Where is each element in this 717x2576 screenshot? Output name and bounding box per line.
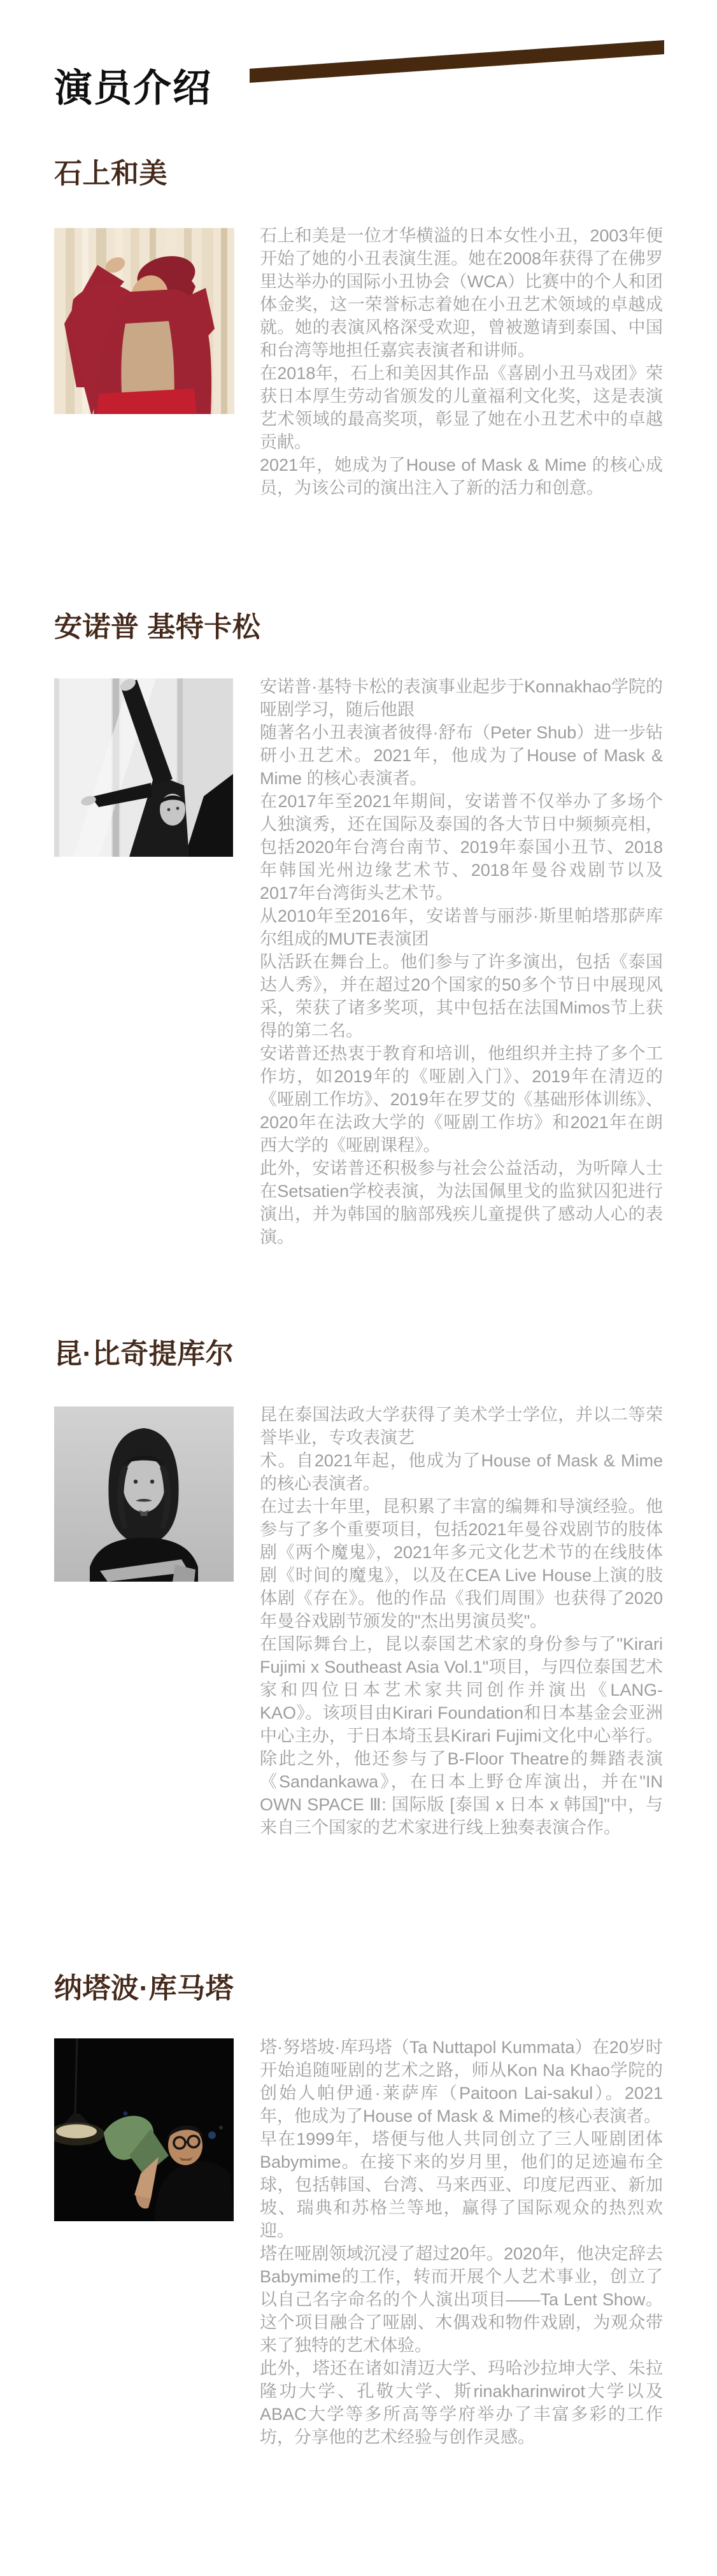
bio-paragraph: 在过去十年里，昆积累了丰富的编舞和导演经验。他参与了多个重要项目，包括2021年曼谷戏剧节的肢体剧《两个魔鬼》，2021年多元文化艺术节的在线肢体剧《时间的魔鬼》，以及在CEA Live House上演的肢体剧《存在》。他的作品《我们周围》也获得了2020年曼谷戏剧节颁发的"杰出男演员奖"。 — [260, 1497, 663, 1631]
bio-paragraph: 术。自2021年起，他成为了House of Mask & Mime 的核心表演者。 — [260, 1451, 663, 1493]
bio-paragraph: 2021年，她成为了House of Mask & Mime 的核心成员，为该公司的演出注入了新的活力和创意。 — [260, 455, 663, 497]
bio-paragraph: 此外，塔还在诸如清迈大学、玛哈沙拉坤大学、朱拉隆功大学、孔敬大学、斯rinakharinwirot大学以及ABAC大学等多所高等学府举办了丰富多彩的工作坊，分享他的艺术经验与创作灵感。 — [260, 2359, 663, 2447]
bw-long-hair-crossed-arms-portrait-photo — [54, 1406, 234, 1582]
performer-name-heading-3: 昆·比奇提库尔 — [54, 1338, 234, 1370]
page-title: 演员介绍 — [54, 67, 212, 110]
bio-paragraph: 塔·努塔坡·库玛塔（Ta Nuttapol Kummata）在20岁时开始追随哑剧的艺术之路，师从Kon Na Khao学院的创始人帕伊通·莱萨库（Paitoon Lai-sakul）。2021年，他成为了House of Mask & Mime的核心表演者。 — [260, 2038, 663, 2126]
bio-paragraph: 在国际舞台上，昆以泰国艺术家的身份参与了"Kirari Fujimi x Southeast Asia Vol.1"项目，与四位泰国艺术家和四位日本艺术家共同创作并演出《LANG-KAO》。该项目由Kirari Foundation和日本基金会亚洲中心主办，于日本埼玉县Kirari Fujimi文化中心举行。除此之外，他还参与了B-Floor Theatre的舞踏表演《Sandankawa》，在日本上野仓库演出，并在"IN OWN SPACE Ⅲ: 国际版 [泰国 x 日本 x 韩国]"中，与来自三个国家的艺术家进行线上独奏表演合作。 — [260, 1635, 663, 1837]
bio-paragraph: 石上和美是一位才华横溢的日本女性小丑，2003年便开始了她的小丑表演生涯。她在2008年获得了在佛罗里达举办的国际小丑协会（WCA）比赛中的个人和团体金奖，这一荣誉标志着她在小丑艺术领域的卓越成就。她的表演风格深受欢迎，曾被邀请到泰国、中国和台湾等地担任嘉宾表演者和讲师。 — [260, 226, 663, 360]
performer-name-heading-1: 石上和美 — [54, 158, 167, 189]
bio-paragraph: 队活跃在舞台上。他们参与了许多演出，包括《泰国达人秀》，并在超过20个国家的50多个节日中展现风采，荣获了诸多奖项，其中包括在法国Mimos节上获得的第二名。 — [260, 952, 663, 1040]
bio-paragraph: 早在1999年，塔便与他人共同创立了三人哑剧团体Babymime。在接下来的岁月里，他们的足迹遍布全球，包括韩国、台湾、马来西亚、印度尼西亚、新加坡、瑞典和苏格兰等地，赢得了国际观众的热烈欢迎。 — [260, 2129, 663, 2240]
bio-paragraph: 随著名小丑表演者彼得·舒布（Peter Shub）进一步钻研小丑艺术。2021年，他成为了House of Mask & Mime 的核心表演者。 — [260, 723, 663, 788]
performer-name-heading-2: 安诺普 基特卡松 — [54, 612, 261, 643]
dark-stage-lamp-green-jacket-photo — [54, 2038, 234, 2221]
bio-paragraph: 安诺普·基特卡松的表演事业起步于Konnakhao学院的哑剧学习，随后他跟 — [260, 677, 663, 719]
performer-bio-4 — [260, 2036, 663, 2449]
bio-paragraph: 在2017年至2021年期间，安诺普不仅举办了多场个人独演秀，还在国际及泰国的各大节日中频频亮相，包括2020年台湾台南节、2019年泰国小丑节、2018年韩国光州边缘艺术节、2018年曼谷戏剧节以及2017年台湾街头艺术节。 — [260, 792, 663, 903]
bio-paragraph: 昆在泰国法政大学获得了美术学士学位，并以二等荣誉毕业，专攻表演艺 — [260, 1405, 663, 1447]
performer-bio-2 — [260, 675, 663, 1249]
bio-paragraph: 此外，安诺普还积极参与社会公益活动，为听障人士在Setsatien学校表演，为法国佩里戈的监狱囚犯进行演出，并为韩国的脑部残疾儿童提供了感动人心的表演。 — [260, 1159, 663, 1247]
slant-bar-decoration — [250, 40, 664, 83]
bio-paragraph: 从2010年至2016年，安诺普与丽莎·斯里帕塔那萨库尔组成的MUTE表演团 — [260, 906, 663, 948]
bio-paragraph: 塔在哑剧领域沉浸了超过20年。2020年，他决定辞去Babymime的工作，转而开展个人艺术事业，创立了以自己名字命名的个人演出项目——Ta Lent Show。这个项目融合了哑剧、木偶戏和物件戏剧，为观众带来了独特的艺术体验。 — [260, 2244, 663, 2355]
woman-in-red-jacket-and-beret-photo — [54, 228, 234, 414]
performer-bio-1 — [260, 224, 663, 499]
bio-paragraph: 安诺普还热衷于教育和培训，他组织并主持了多个工作坊，如2019年的《哑剧入门》、2019年在清迈的《哑剧工作坊》、2019年在罗艾的《基础形体训练》、2020年在法政大学的《哑剧工作坊》和2021年在朗西大学的《哑剧课程》。 — [260, 1044, 663, 1155]
performer-bio-3 — [260, 1403, 663, 1839]
bw-mime-reaching-up-by-window-photo — [54, 678, 233, 857]
performer-name-heading-4: 纳塔波·库马塔 — [54, 1973, 234, 2004]
bio-paragraph: 在2018年，石上和美因其作品《喜剧小丑马戏团》荣获日本厚生劳动省颁发的儿童福利文化奖，这是表演艺术领域的最高奖项，彰显了她在小丑艺术中的卓越贡献。 — [260, 364, 663, 452]
